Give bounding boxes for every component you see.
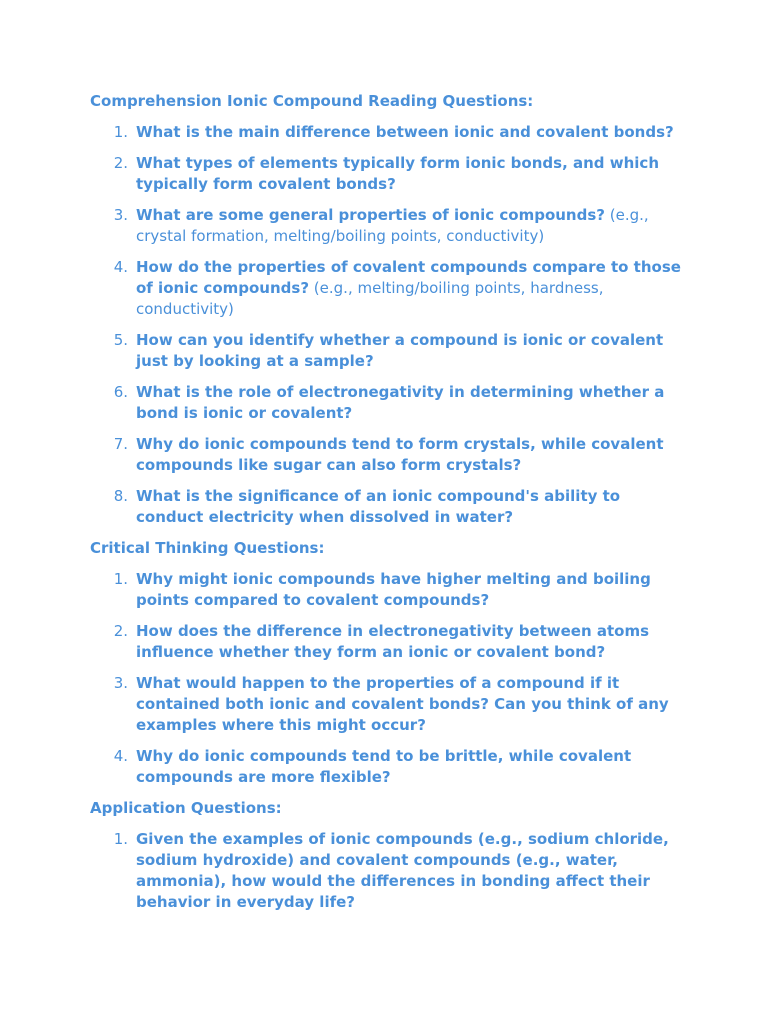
item-number: 6. <box>113 383 128 401</box>
item-number: 4. <box>113 258 128 276</box>
item-number: 8. <box>113 487 128 505</box>
question-item <box>90 746 690 788</box>
question-text: What is the significance of an ionic compound's ability to conduct electricity when dissolved in water? <box>136 487 621 526</box>
question-note: (e.g., crystal formation, melting/boiling points, conductivity) <box>136 206 649 245</box>
item-number: 2. <box>113 622 128 640</box>
section-application <box>90 798 690 913</box>
question-text: Why might ionic compounds have higher melting and boiling points compared to covalent compounds? <box>136 570 651 609</box>
item-number: 1. <box>113 830 128 848</box>
section-heading: Comprehension Ionic Compound Reading Questions: <box>90 92 534 110</box>
question-item <box>90 330 690 372</box>
question-text: What types of elements typically form ionic bonds, and which typically form covalent bonds? <box>136 154 659 193</box>
question-item <box>90 829 690 913</box>
question-text: Why do ionic compounds tend to form crystals, while covalent compounds like sugar can also form crystals? <box>136 435 664 474</box>
question-list <box>90 569 690 788</box>
question-item <box>90 122 690 143</box>
question-item <box>90 569 690 611</box>
question-item <box>90 382 690 424</box>
item-number: 7. <box>113 435 128 453</box>
item-number: 2. <box>113 154 128 172</box>
question-text: What is the role of electronegativity in determining whether a bond is ionic or covalent? <box>136 383 665 422</box>
question-list <box>90 122 690 528</box>
section-critical-thinking <box>90 538 690 788</box>
item-number: 5. <box>113 331 128 349</box>
item-number: 3. <box>113 206 128 224</box>
question-item <box>90 205 690 247</box>
question-item <box>90 621 690 663</box>
question-text: Why do ionic compounds tend to be brittle, while covalent compounds are more flexible? <box>136 747 632 786</box>
section-heading: Application Questions: <box>90 799 282 817</box>
question-text: How do the properties of covalent compounds compare to those of ionic compounds? <box>136 258 681 297</box>
question-text: What would happen to the properties of a compound if it contained both ionic and covalent bonds? Can you think of any examples where this might occur? <box>136 674 669 734</box>
question-item <box>90 434 690 476</box>
question-text: How can you identify whether a compound is ionic or covalent just by looking at a sample? <box>136 331 664 370</box>
question-item <box>90 257 690 320</box>
item-number: 3. <box>113 674 128 692</box>
question-text: Given the examples of ionic compounds (e.g., sodium chloride, sodium hydroxide) and covalent compounds (e.g., water, ammonia), how would the differences in bonding affect their behavior in everyday life? <box>136 830 669 911</box>
item-number: 4. <box>113 747 128 765</box>
section-heading: Critical Thinking Questions: <box>90 539 325 557</box>
question-note: (e.g., melting/boiling points, hardness, conductivity) <box>136 279 604 318</box>
question-text: How does the difference in electronegativity between atoms influence whether they form an ionic or covalent bond? <box>136 622 650 661</box>
question-item <box>90 486 690 528</box>
item-number: 1. <box>113 570 128 588</box>
item-number: 1. <box>113 123 128 141</box>
question-list <box>90 829 690 913</box>
question-item <box>90 153 690 195</box>
question-item <box>90 673 690 736</box>
section-comprehension <box>90 91 690 528</box>
question-text: What are some general properties of ionic compounds? <box>136 206 605 224</box>
document-content <box>90 91 690 923</box>
question-text: What is the main difference between ionic and covalent bonds? <box>136 123 674 141</box>
